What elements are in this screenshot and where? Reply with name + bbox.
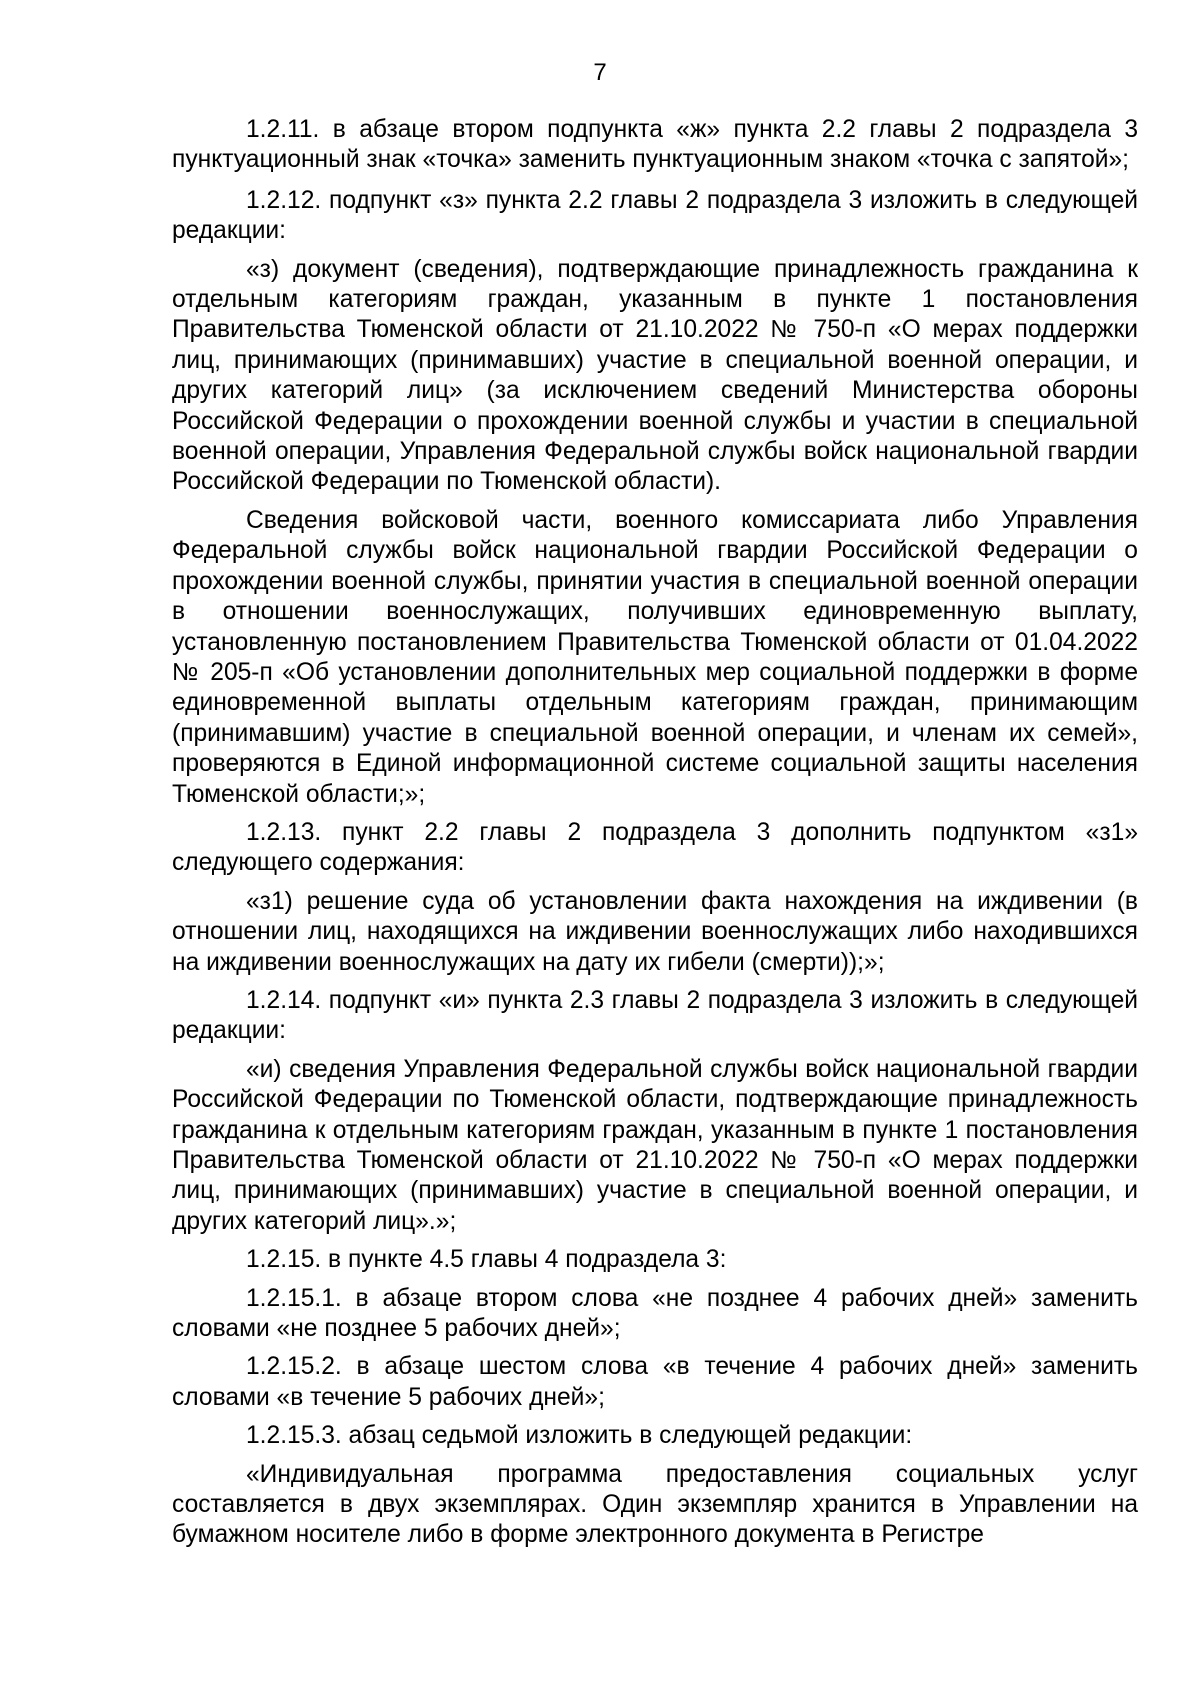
paragraph-1-2-15-1: 1.2.15.1. в абзаце втором слова «не позднее 4 рабочих дней» заменить словами «не позднее 5 рабочих дней»; — [172, 1284, 1138, 1343]
paragraph-subitem-z1: «з1) решение суда об установлении факта нахождения на иждивении (в отношении лиц, находящихся на иждивении военнослужащих либо находившихся на иждивении военнослужащих на дату их гибели (смерти));»; — [172, 887, 1138, 976]
paragraph-individual-program: «Индивидуальная программа предоставления социальных услуг составляется в двух экземплярах. Один экземпляр хранится в Управлении на бумажном носителе либо в форме электронного документа в Регистре — [172, 1460, 1138, 1549]
paragraph-1-2-15-2: 1.2.15.2. в абзаце шестом слова «в течение 4 рабочих дней» заменить словами «в течение 5 рабочих дней»; — [172, 1353, 1138, 1411]
paragraph-subitem-i: «и) сведения Управления Федеральной службы войск национальной гвардии Российской Федерации по Тюменской области, подтверждающие принадлежность гражданина к отдельным категориям граждан, указанным в пункте 1 постановления Правительства Тюменской области от 21.10.2022 № 750-п «О мерах поддержки лиц, принимающих (принимавших) участие в специальной военной операции, и других категорий лиц».»; — [172, 1055, 1138, 1235]
paragraph-1-2-11: 1.2.11. в абзаце втором подпункта «ж» пункта 2.2 главы 2 подраздела 3 пунктуационный знак «точка» заменить пунктуационным знаком «точка с запятой»; — [172, 116, 1138, 174]
paragraph-1-2-12: 1.2.12. подпункт «з» пункта 2.2 главы 2 подраздела 3 изложить в следующей редакции: — [172, 186, 1138, 245]
paragraph-1-2-13: 1.2.13. пункт 2.2 главы 2 подраздела 3 дополнить подпунктом «з1» следующего содержания: — [172, 818, 1138, 877]
paragraph-1-2-15: 1.2.15. в пункте 4.5 главы 4 подраздела 3: — [246, 1246, 727, 1274]
paragraph-svedeniya: Сведения войсковой части, военного комиссариата либо Управления Федеральной службы войск национальной гвардии Российской Федерации о прохождении военной службы, принятии участия в специальной военной операции в отношении военнослужащих, получивших единовременную выплату, установленную постановлением Правительства Тюменской области от 01.04.2022 № 205-п «Об установлении дополнительных мер социальной поддержки в форме единовременной выплаты отдельным категориям граждан, принимающим (принимавшим) участие в специальной военной операции, и членам их семей», проверяются в Единой информационной системе социальной защиты населения Тюменской области;»; — [172, 506, 1138, 808]
document-body — [172, 115, 1138, 1559]
paragraph-subitem-z: «з) документ (сведения), подтверждающие принадлежность гражданина к отдельным категориям граждан, указанным в пункте 1 постановления Правительства Тюменской области от 21.10.2022 № 750-п «О мерах поддержки лиц, принимающих (принимавших) участие в специальной военной операции, и других категорий лиц» (за исключением сведений Министерства обороны Российской Федерации о прохождении военной службы и участии в специальной военной операции, Управления Федеральной службы войск национальной гвардии Российской Федерации по Тюменской области). — [172, 255, 1138, 496]
page-number: 7 — [593, 59, 607, 86]
paragraph-1-2-15-3: 1.2.15.3. абзац седьмой изложить в следующей редакции: — [246, 1422, 913, 1450]
paragraph-1-2-14: 1.2.14. подпункт «и» пункта 2.3 главы 2 подраздела 3 изложить в следующей редакции: — [172, 986, 1138, 1045]
